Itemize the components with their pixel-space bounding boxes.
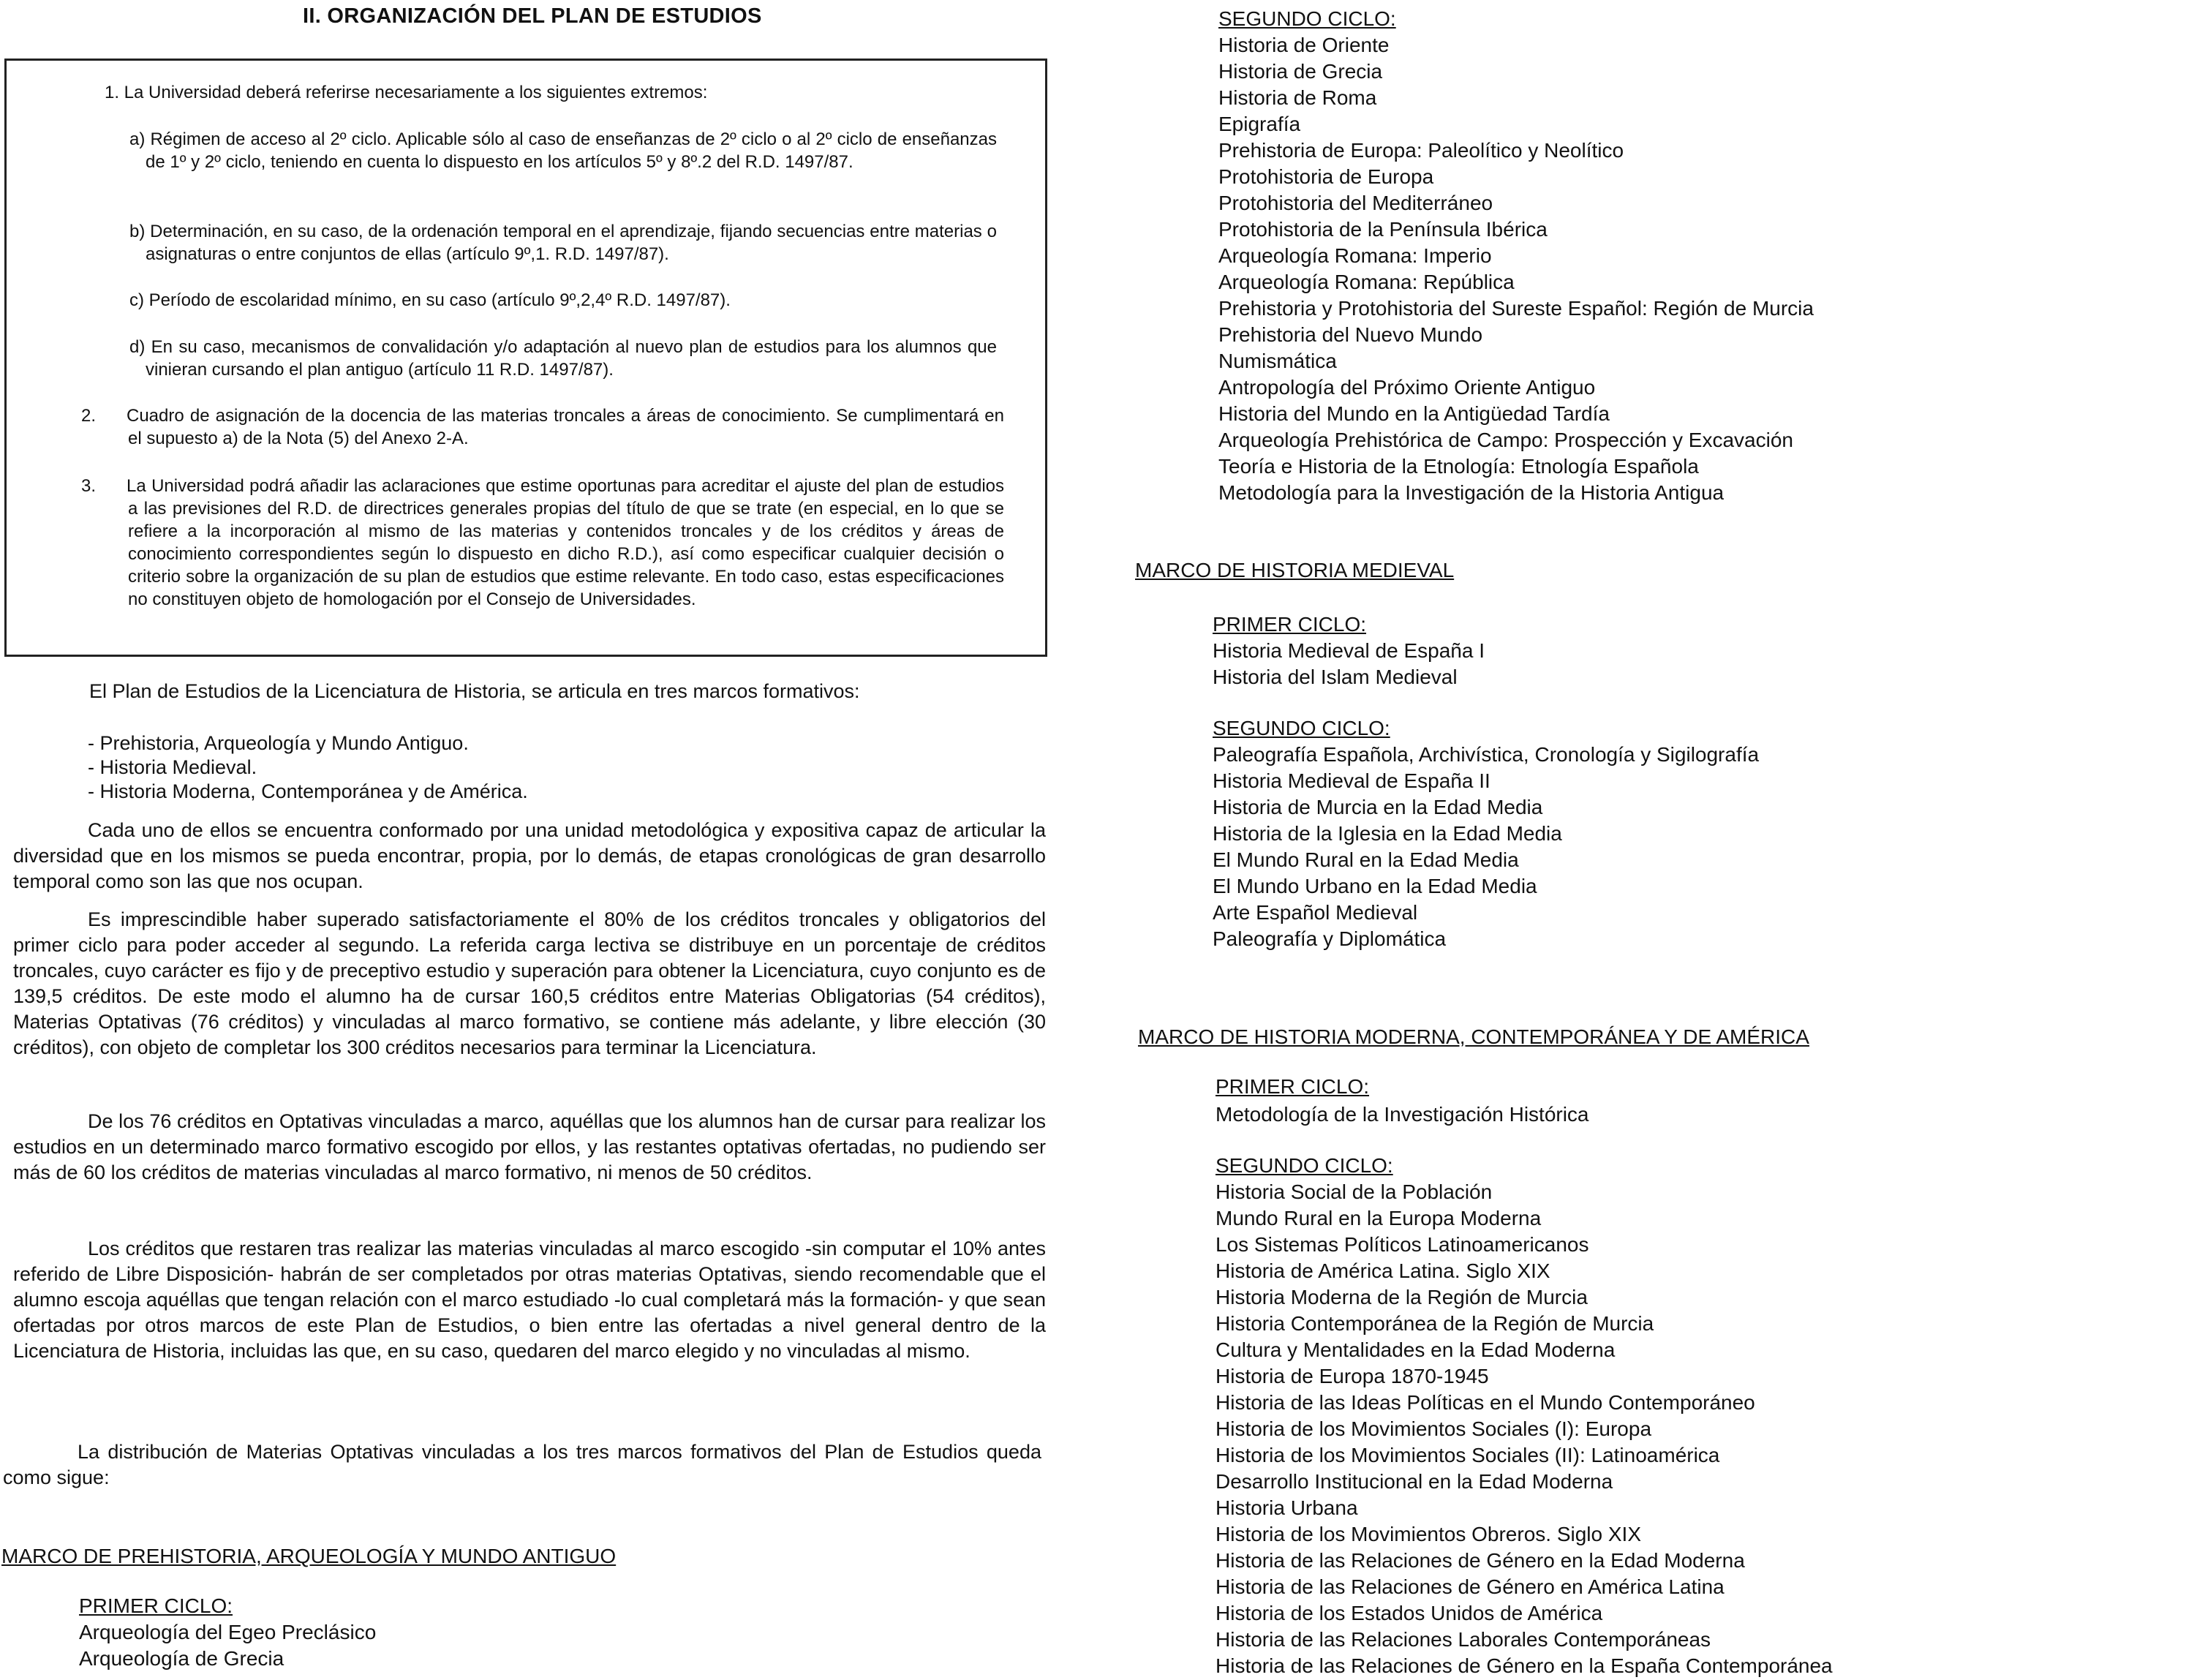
list-item: Los Sistemas Políticos Latinoamericanos [1216,1233,1589,1256]
prehistoria-segundo-ciclo-list [1218,32,1814,506]
note-3 [81,475,1004,611]
medieval-segundo-ciclo-list [1213,742,1759,952]
list-item: Historia de las Relaciones Laborales Contemporáneas [1216,1628,1711,1651]
list-item: Protohistoria de Europa [1218,165,1434,188]
list-item: Prehistoria del Nuevo Mundo [1218,323,1483,346]
list-item: El Mundo Rural en la Edad Media [1213,848,1519,871]
list-item: Mundo Rural en la Europa Moderna [1216,1207,1542,1229]
list-item: Arqueología del Egeo Preclásico [79,1621,377,1643]
note-1b: b) Determinación, en su caso, de la ordenación temporal en el aprendizaje, fijando secuencias entre materias o asignaturas o entre conjuntos de ellas (artículo 9º,1. R.D. 1497/87). [129,222,997,264]
list-item: Historia del Islam Medieval [1213,666,1458,688]
list-item: Arqueología Romana: República [1218,271,1515,293]
list-item: Historia Social de la Población [1216,1180,1493,1203]
moderna-segundo-ciclo-list [1216,1179,1833,1679]
list-item: Historia de las Relaciones de Género en la Edad Moderna [1216,1549,1745,1572]
list-item: Historia de Murcia en la Edad Media [1213,796,1543,818]
list-item: Historia del Mundo en la Antigüedad Tardía [1218,402,1610,425]
primer-ciclo-heading: PRIMER CICLO: [1213,613,1367,636]
list-item: Historia de las Relaciones de Género en América Latina [1216,1575,1725,1598]
list-item: Historia de la Iglesia en la Edad Media [1213,822,1562,845]
intro-text: El Plan de Estudios de la Licenciatura de Historia, se articula en tres marcos formativos: [89,680,860,702]
prehistoria-primer-ciclo-list [79,1619,376,1672]
note-1c: c) Período de escolaridad mínimo, en su caso (artículo 9º,2,4º R.D. 1497/87). [129,290,731,310]
list-item: Historia Urbana [1216,1496,1358,1519]
segundo-ciclo-heading: SEGUNDO CICLO: [1216,1154,1393,1177]
list-item: Protohistoria de la Península Ibérica [1218,218,1548,241]
list-item: Historia de Grecia [1218,60,1383,83]
list-item: Historia de las Ideas Políticas en el Mundo Contemporáneo [1216,1391,1755,1414]
marco-item: - Historia Medieval. [88,756,257,778]
list-item: Teoría e Historia de la Etnología: Etnología Española [1218,455,1699,478]
note-1d: d) En su caso, mecanismos de convalidación y/o adaptación al nuevo plan de estudios para los alumnos que vinieran cursando el plan antiguo (artículo 11 R.D. 1497/87). [129,337,997,380]
list-item: Historia Moderna de la Región de Murcia [1216,1286,1588,1308]
list-item: Arqueología Prehistórica de Campo: Prospección y Excavación [1218,429,1793,451]
primer-ciclo-heading: PRIMER CICLO: [79,1594,233,1617]
list-item: Historia de las Relaciones de Género en la España Contemporánea [1216,1654,1833,1677]
note-1-intro: 1. La Universidad deberá referirse necesariamente a los siguientes extremos: [105,83,708,102]
segundo-ciclo-heading: SEGUNDO CICLO: [1218,7,1396,30]
list-item: Cultura y Mentalidades en la Edad Moderna [1216,1338,1616,1361]
note-2-number: 2. [81,406,97,426]
list-item: Historia de Oriente [1218,34,1390,56]
section-heading-medieval: MARCO DE HISTORIA MEDIEVAL [1135,559,1455,581]
paragraph: De los 76 créditos en Optativas vinculadas a marco, aquéllas que los alumnos han de cursar para realizar los estudios en un determinado marco formativo escogido por ellos, y las restantes optativas ofertadas, no pudiendo ser más de 60 los créditos de materias vinculadas al marco formativo, ni menos de 50 créditos. [13,1110,1046,1183]
segundo-ciclo-heading: SEGUNDO CICLO: [1213,717,1390,739]
list-item: Numismática [1218,350,1337,372]
list-item: Prehistoria de Europa: Paleolítico y Neolítico [1218,139,1624,162]
note-2 [81,404,1004,450]
marco-item: - Historia Moderna, Contemporánea y de América. [88,780,528,802]
list-item: Historia Medieval de España I [1213,639,1485,662]
list-item: Metodología de la Investigación Histórica [1216,1103,1589,1126]
list-item: Historia de los Estados Unidos de América [1216,1602,1603,1624]
list-item: Historia de América Latina. Siglo XIX [1216,1259,1550,1282]
paragraph: Los créditos que restaren tras realizar las materias vinculadas al marco escogido -sin computar el 10% antes referido de Libre Disposición- habrán de ser completados por otras materias Optativas, siendo recomendable que el alumno escoja aquéllas que tengan relación con el marco estudiado -lo cual completará más la formación- y que sean ofertadas por otros marcos de este Plan de Estudios, o bien entre las ofertadas a nivel general dentro de la Licenciatura de Historia, incluidas las que, en su caso, quedaren del marco elegido y no vinculadas al mismo. [13,1238,1046,1362]
list-item: Historia Medieval de España II [1213,769,1490,792]
list-item: Antropología del Próximo Oriente Antiguo [1218,376,1596,399]
medieval-primer-ciclo-list [1213,638,1485,690]
list-item: Metodología para la Investigación de la Historia Antigua [1218,481,1725,504]
paragraph: Cada uno de ellos se encuentra conformado por una unidad metodológica y expositiva capaz de articular la diversidad que en los mismos se pueda encontrar, propia, por lo demás, de etapas cronológicas de gran desarrollo temporal como son las que nos ocupan. [13,819,1046,892]
list-item: Historia de los Movimientos Sociales (II): Latinoamérica [1216,1444,1720,1466]
list-item: Protohistoria del Mediterráneo [1218,192,1493,214]
note-2-text: Cuadro de asignación de la docencia de las materias troncales a áreas de conocimiento. Se cumplimentará en el supuesto a) de la Nota (5) del Anexo 2-A. [127,406,1004,448]
marcos-list [88,731,528,804]
list-item: Arte Español Medieval [1213,901,1418,924]
list-item: Historia de Roma [1218,86,1377,109]
list-item: Paleografía Española, Archivística, Cronología y Sigilografía [1213,743,1760,766]
note-3-number: 3. [81,476,97,496]
section-heading-prehistoria: MARCO DE PREHISTORIA, ARQUEOLOGÍA Y MUNDO ANTIGUO [1,1545,617,1567]
list-item: Historia de Europa 1870-1945 [1216,1365,1489,1387]
list-item: Historia de los Movimientos Sociales (I): Europa [1216,1417,1652,1440]
paragraph: Es imprescindible haber superado satisfactoriamente el 80% de los créditos troncales y obligatorios del primer ciclo para poder acceder al segundo. La referida carga lectiva se distribuye en un porcentaje de créditos troncales, cuyo carácter es fijo y de preceptivo estudio y superación para obtener la Licenciatura, cuyo conjunto es de 139,5 créditos. De este modo el alumno ha de cursar 160,5 créditos entre Materias Obligatorias (54 créditos), Materias Optativas (76 créditos) y vinculadas al marco formativo, se contiene más adelante, y libre elección (30 créditos), con objeto de completar los 300 créditos necesarios para terminar la Licenciatura. [13,908,1046,1058]
section-heading-moderna: MARCO DE HISTORIA MODERNA, CONTEMPORÁNEA Y DE AMÉRICA [1138,1025,1809,1048]
document-title: II. ORGANIZACIÓN DEL PLAN DE ESTUDIOS [303,4,762,28]
list-item: Paleografía y Diplomática [1213,927,1447,950]
list-item: Prehistoria y Protohistoria del Sureste Español: Región de Murcia [1218,297,1814,320]
primer-ciclo-heading: PRIMER CICLO: [1216,1075,1370,1098]
list-item: Historia Contemporánea de la Región de Murcia [1216,1312,1654,1335]
instructions-box [4,59,1047,657]
note-3-text: La Universidad podrá añadir las aclaraciones que estime oportunas para acreditar el ajuste del plan de estudios a las previsiones del R.D. de directrices generales propias del título de que se trate (en especial, en lo que se refiere a la incorporación al mismo de las materias y contenidos troncales y de los créditos y áreas de conocimiento correspondientes según lo dispuesto en dicho R.D.), así como especificar cualquier decisión o criterio sobre la organización de su plan de estudios que estime relevante. En todo caso, estas especificaciones no constituyen objeto de homologación por el Consejo de Universidades. [127,476,1004,609]
list-item: Historia de los Movimientos Obreros. Siglo XIX [1216,1523,1641,1545]
list-item: Epigrafía [1218,113,1301,135]
list-item: El Mundo Urbano en la Edad Media [1213,875,1537,897]
moderna-primer-ciclo-list [1216,1101,1589,1128]
paragraph: La distribución de Materias Optativas vinculadas a los tres marcos formativos del Plan de Estudios queda como sigue: [3,1441,1041,1488]
list-item: Arqueología Romana: Imperio [1218,244,1492,267]
list-item: Arqueología de Grecia [79,1647,284,1670]
marco-item: - Prehistoria, Arqueología y Mundo Antiguo. [88,732,469,754]
list-item: Desarrollo Institucional en la Edad Moderna [1216,1470,1613,1493]
note-1a: a) Régimen de acceso al 2º ciclo. Aplicable sólo al caso de enseñanzas de 2º ciclo o al 2º ciclo de enseñanzas de 1º y 2º ciclo, teniendo en cuenta lo dispuesto en los artículos 5º y 8º.2 del R.D. 1497/87. [129,129,997,172]
